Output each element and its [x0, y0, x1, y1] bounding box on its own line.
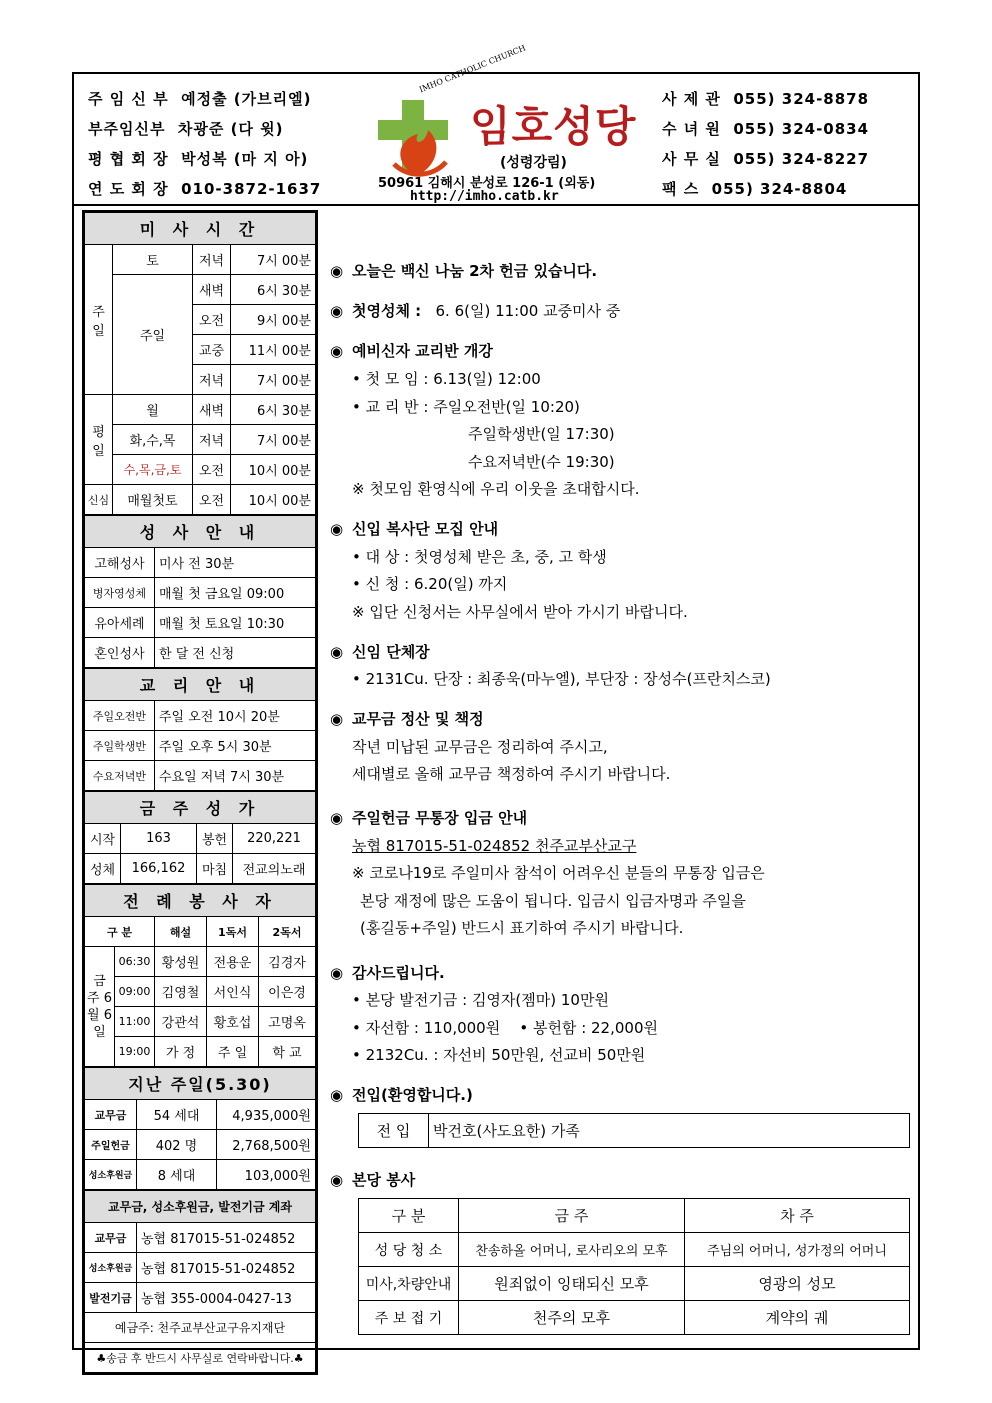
offering-count: 8 세대	[137, 1160, 217, 1190]
mass-time: 7시 00분	[231, 245, 316, 275]
offering-amount: 2,768,500원	[217, 1130, 316, 1160]
account-number: 농협 817015-51-024852	[137, 1223, 316, 1253]
sacrament-value: 미사 전 30분	[155, 548, 316, 578]
notice-new-leaders: ◉ 신임 단체장	[330, 643, 430, 661]
hymn-number: 220,221	[233, 824, 316, 854]
duty-category: 주 보 접 기	[359, 1301, 459, 1335]
mass-part: 오전	[193, 455, 231, 485]
catechism-table	[84, 668, 316, 791]
account-note: ♣송금 후 반드시 사무실로 연락바랍니다.♣	[85, 1343, 316, 1373]
last-week-table	[84, 1067, 316, 1190]
notice-vaccine: ◉ 오늘은 백신 나눔 2차 헌금 있습니다.	[330, 262, 598, 280]
catechumen-class: 주일학생반(일 17:30)	[468, 425, 615, 443]
first-saturday-label: 신심	[85, 485, 113, 515]
mass-time: 7시 00분	[231, 425, 316, 455]
notice-first-communion: ◉ 첫영성체 : 6. 6(일) 11:00 교중미사 중	[330, 302, 621, 320]
thanks-line: • 자선함 : 110,000원 • 봉헌함 : 22,000원	[352, 1019, 658, 1037]
duty-next-week: 영광의 성모	[685, 1267, 910, 1301]
mass-day: 매월첫토	[113, 485, 193, 515]
servers-header: 2독서	[259, 917, 316, 947]
church-address: 50961 김해시 분성로 126-1 (외동)	[378, 176, 596, 191]
servers-title: 전 례 봉 사 자	[85, 885, 316, 917]
hymns-title: 금 주 성 가	[85, 792, 316, 824]
mass-day: 월	[113, 395, 193, 425]
mass-part: 저녁	[193, 245, 231, 275]
account-label: 성소후원금	[85, 1253, 137, 1283]
sacraments-table	[84, 515, 316, 668]
server-name: 주 일	[207, 1037, 259, 1067]
hymn-label: 성체	[85, 854, 121, 884]
accounts-table	[84, 1190, 316, 1373]
church-name: 임호성당	[470, 102, 637, 151]
church-english-name: IMHO CATHOLIC CHURCH	[418, 43, 527, 95]
header-convent-phone: 수 녀 원 055) 324-0834	[662, 120, 870, 138]
class-name: 주일오전반	[85, 701, 155, 731]
hymn-number: 166,162	[121, 854, 197, 884]
duty-this-week: 천주의 모후	[459, 1301, 685, 1335]
hymn-label: 봉헌	[197, 824, 233, 854]
mass-time: 11시 00분	[231, 335, 316, 365]
server-name: 강관석	[155, 1007, 207, 1037]
class-time: 주일 오전 10시 20분	[155, 701, 316, 731]
mass-time: 9시 00분	[231, 305, 316, 335]
bullet-icon: ◉	[330, 302, 344, 320]
mass-day: 화,수,목	[113, 425, 193, 455]
parish-duty-table	[358, 1198, 910, 1335]
bullet-icon: ◉	[330, 710, 344, 728]
bank-deposit-account: 농협 817015-51-024852 천주교부산교구	[352, 837, 637, 855]
bullet-icon: ◉	[330, 809, 344, 827]
bank-deposit-line: 본당 재정에 많은 도움이 됩니다. 입금시 입금자명과 주일을	[360, 892, 746, 910]
mass-time: 10시 00분	[231, 455, 316, 485]
sacrament-value: 매월 첫 토요일 10:30	[155, 608, 316, 638]
sidebar	[82, 210, 318, 1375]
bulletin-frame	[72, 43, 920, 1365]
notice-parish-duty: ◉ 본당 봉사	[330, 1171, 416, 1189]
church-url[interactable]: http://imho.catb.kr	[410, 189, 559, 204]
hymn-label: 마침	[197, 854, 233, 884]
server-time: 09:00	[115, 977, 155, 1007]
transfer-in-label: 전 입	[359, 1114, 429, 1148]
server-name: 고명옥	[259, 1007, 316, 1037]
account-number: 농협 355-0004-0427-13	[137, 1283, 316, 1313]
church-logo	[370, 43, 646, 204]
account-label: 발전기금	[85, 1283, 137, 1313]
bullet-icon: ◉	[330, 964, 344, 982]
notice-transfer-in: ◉ 전입(환영합니다.)	[330, 1086, 473, 1104]
class-time: 수요일 저녁 7시 30분	[155, 761, 316, 791]
server-name: 김영철	[155, 977, 207, 1007]
server-name: 김경자	[259, 947, 316, 977]
hymn-number: 163	[121, 824, 197, 854]
notice-thanks: ◉ 감사드립니다.	[330, 964, 445, 982]
header-fax: 팩 스 055) 324-8804	[662, 180, 848, 198]
mass-part: 교중	[193, 335, 231, 365]
bullet-icon: ◉	[330, 342, 344, 360]
header-rectory-phone: 사 제 관 055) 324-8878	[662, 90, 870, 108]
duty-category: 성 당 청 소	[359, 1233, 459, 1267]
header-assistant-pastor: 부주임신부 차광준 (다 윗)	[88, 120, 284, 138]
dues-line: 세대별로 올해 교무금 책정하여 주시기 바랍니다.	[352, 765, 671, 783]
mass-part: 새벽	[193, 395, 231, 425]
server-name: 가 정	[155, 1037, 207, 1067]
servers-header: 구 분	[85, 917, 155, 947]
bank-deposit-line: ※ 코로나19로 주일미사 참석이 어려우신 분들의 무통장 입금은	[352, 864, 765, 882]
server-time: 19:00	[115, 1037, 155, 1067]
altar-servers-target: • 대 상 : 첫영성체 받은 초, 중, 고 학생	[352, 548, 607, 566]
duty-header: 금 주	[459, 1199, 685, 1233]
duty-next-week: 계약의 궤	[685, 1301, 910, 1335]
server-name: 전용운	[207, 947, 259, 977]
servers-header: 1독서	[207, 917, 259, 947]
duty-header: 구 분	[359, 1199, 459, 1233]
mass-day: 토	[113, 245, 193, 275]
sacrament-value: 매월 첫 금요일 09:00	[155, 578, 316, 608]
altar-servers-apply: • 신 청 : 6.20(일) 까지	[352, 575, 508, 593]
mass-part: 오전	[193, 305, 231, 335]
server-name: 황호섭	[207, 1007, 259, 1037]
mass-time: 10시 00분	[231, 485, 316, 515]
offering-label: 교무금	[85, 1100, 137, 1130]
transfer-in-table	[358, 1113, 910, 1148]
hymn-label: 시작	[85, 824, 121, 854]
account-label: 교무금	[85, 1223, 137, 1253]
mass-part: 새벽	[193, 275, 231, 305]
mass-time: 7시 00분	[231, 365, 316, 395]
account-number: 농협 817015-51-024852	[137, 1253, 316, 1283]
servers-header: 해설	[155, 917, 207, 947]
server-name: 이은경	[259, 977, 316, 1007]
hymns-table	[84, 791, 316, 884]
server-name: 서인식	[207, 977, 259, 1007]
class-name: 수요저녁반	[85, 761, 155, 791]
server-time: 06:30	[115, 947, 155, 977]
offering-count: 402 명	[137, 1130, 217, 1160]
duty-next-week: 주님의 어머니, 성가정의 어머니	[685, 1233, 910, 1267]
duty-this-week: 원죄없이 잉태되신 모후	[459, 1267, 685, 1301]
sacrament-name: 병자영성체	[85, 578, 155, 608]
mass-schedule-title: 미 사 시 간	[85, 213, 316, 245]
duty-this-week: 찬송하올 어머니, 로사리오의 모후	[459, 1233, 685, 1267]
offering-amount: 103,000원	[217, 1160, 316, 1190]
notice-dues: ◉ 교무금 정산 및 책정	[330, 710, 484, 728]
catechism-title: 교 리 안 내	[85, 669, 316, 701]
server-name: 황성원	[155, 947, 207, 977]
notice-catechumen: ◉ 예비신자 교리반 개강	[330, 342, 493, 360]
catechumen-note: ※ 첫모임 환영식에 우리 이웃을 초대합시다.	[352, 480, 640, 498]
catechumen-first-meeting: • 첫 모 임 : 6.13(일) 12:00	[352, 370, 541, 388]
dues-line: 작년 미납된 교무금은 정리하여 주시고,	[352, 738, 608, 756]
duty-category: 미사,차량안내	[359, 1267, 459, 1301]
offering-label: 성소후원금	[85, 1160, 137, 1190]
server-time: 11:00	[115, 1007, 155, 1037]
class-name: 주일학생반	[85, 731, 155, 761]
sacrament-name: 혼인성사	[85, 638, 155, 668]
mass-part: 저녁	[193, 365, 231, 395]
header-pastor: 주 임 신 부 예정출 (가브리엘)	[88, 90, 312, 108]
servers-date: 금주 6월 6일	[85, 947, 115, 1067]
header	[74, 43, 918, 206]
class-time: 주일 오후 5시 30분	[155, 731, 316, 761]
weekday-label: 평일	[85, 395, 113, 485]
accounts-title: 교무금, 성소후원금, 발전기금 계좌	[85, 1191, 316, 1223]
mass-day: 주일	[113, 275, 193, 395]
bullet-icon: ◉	[330, 520, 344, 538]
new-leaders-detail: • 2131Cu. 단장 : 최종욱(마누엘), 부단장 : 장성수(프란치스코)	[352, 670, 771, 688]
bank-deposit-line: (홍길동+주일) 반드시 표기하여 주시기 바랍니다.	[360, 919, 684, 937]
mass-day: 수,목,금,토	[113, 455, 193, 485]
offering-count: 54 세대	[137, 1100, 217, 1130]
thanks-line: • 2132Cu. : 자선비 50만원, 선교비 50만원	[352, 1046, 646, 1064]
sacrament-name: 고해성사	[85, 548, 155, 578]
account-holder: 예금주: 천주교부산교구유지재단	[85, 1313, 316, 1343]
offering-amount: 4,935,000원	[217, 1100, 316, 1130]
servers-table	[84, 884, 316, 1067]
bullet-icon: ◉	[330, 643, 344, 661]
catechumen-class: • 교 리 반 : 주일오전반(일 10:20)	[352, 398, 580, 416]
header-office-phone: 사 무 실 055) 324-8227	[662, 150, 870, 168]
church-patron: (성령강림)	[500, 155, 567, 171]
server-name: 학 교	[259, 1037, 316, 1067]
header-district-president: 연 도 회 장 010-3872-1637	[88, 180, 322, 198]
last-week-title: 지난 주일(5.30)	[85, 1068, 316, 1100]
transfer-in-value: 박건호(사도요한) 가족	[429, 1114, 910, 1148]
thanks-line: • 본당 발전기금 : 김영자(젬마) 10만원	[352, 991, 609, 1009]
sacrament-name: 유아세례	[85, 608, 155, 638]
mass-time: 6시 30분	[231, 275, 316, 305]
mass-time: 6시 30분	[231, 395, 316, 425]
offering-label: 주일헌금	[85, 1130, 137, 1160]
sacrament-value: 한 달 전 신청	[155, 638, 316, 668]
catechumen-class: 수요저녁반(수 19:30)	[468, 453, 615, 471]
sacraments-title: 성 사 안 내	[85, 516, 316, 548]
sunday-label: 주일	[85, 245, 113, 395]
notice-bank-deposit: ◉ 주일헌금 무통장 입금 안내	[330, 809, 528, 827]
bullet-icon: ◉	[330, 262, 344, 280]
mass-schedule-table	[84, 212, 316, 515]
header-council-president: 평 협 회 장 박성복 (마 지 아)	[88, 150, 309, 168]
mass-part: 오전	[193, 485, 231, 515]
notice-altar-servers: ◉ 신입 복사단 모집 안내	[330, 520, 499, 538]
duty-header: 차 주	[685, 1199, 910, 1233]
mass-part: 저녁	[193, 425, 231, 455]
bullet-icon: ◉	[330, 1171, 344, 1189]
bullet-icon: ◉	[330, 1086, 344, 1104]
altar-servers-note: ※ 입단 신청서는 사무실에서 받아 가시기 바랍니다.	[352, 603, 688, 621]
hymn-number: 전교의노래	[233, 854, 316, 884]
